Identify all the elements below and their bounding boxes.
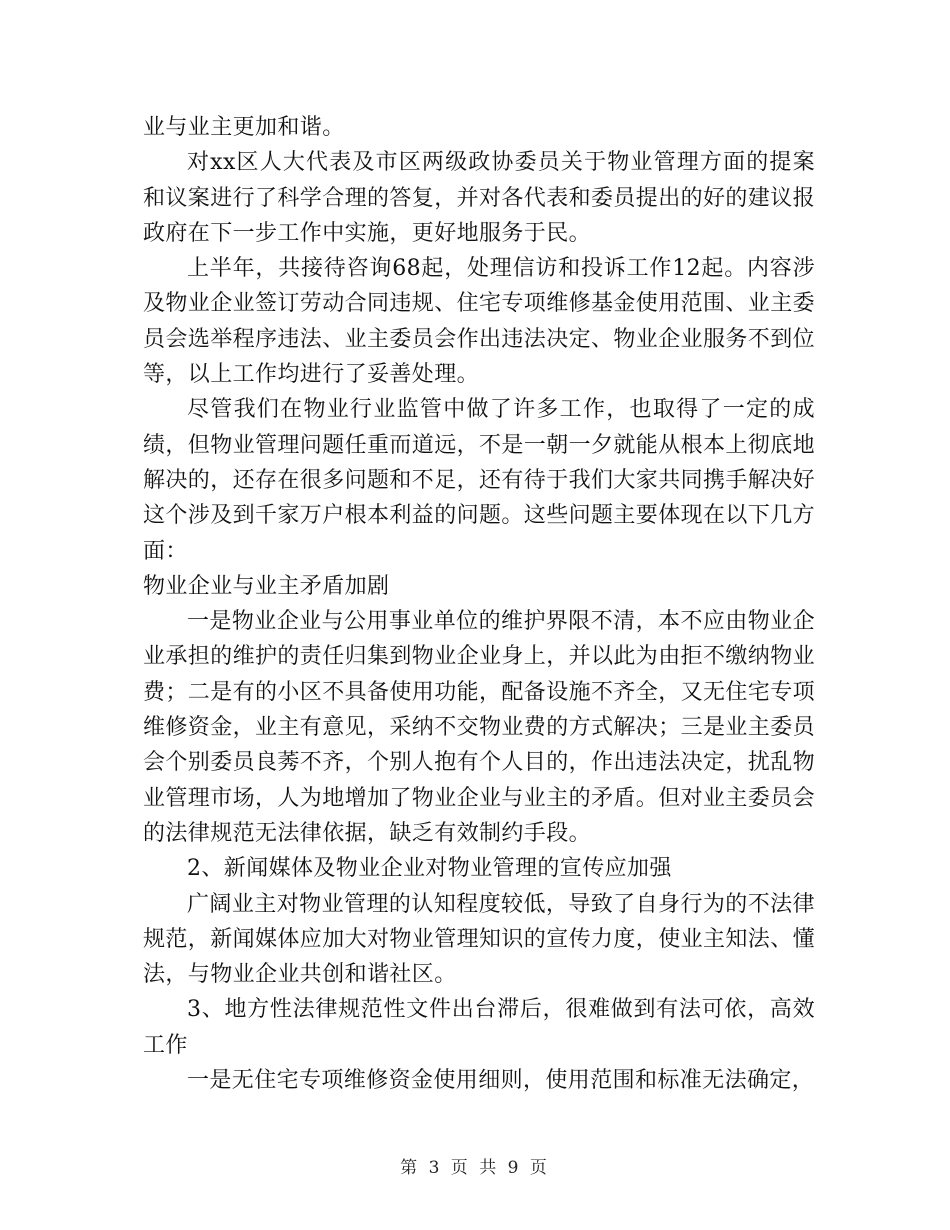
paragraph-3: 上半年，共接待咨询68起，处理信访和投诉工作12起。内容涉及物业企业签订劳动合同违规、住宅专项维修基金使用范围、业主委员会选举程序违法、业主委员会作出违法决定、物业企业服务不到位等，以上工作均进行了妥善处理。 [143, 256, 816, 388]
paragraph-6: 一是物业企业与公用事业单位的维护界限不清，本不应由物业企业承担的维护的责任归集到物业企业身上，并以此为由拒不缴纳物业费；二是有的小区不具备使用功能，配备设施不齐全，又无住宅专项维修资金，业主有意见，采纳不交物业费的方式解决；三是业主委员会个别委员良莠不齐，个别人抱有个人目的，作出违法决定，扰乱物业管理市场，人为地增加了物业企业与业主的矛盾。但对业主委员会的法律规范无法律依据，缺乏有效制约手段。 [143, 609, 816, 846]
document-body [143, 110, 815, 1098]
page-number-footer: 第 3 页 共 9 页 [400, 1158, 550, 1178]
section-heading-3: 3、地方性法律规范性文件出台滞后，很难做到有法可依，高效工作 [143, 997, 815, 1058]
paragraph-1: 业与业主更加和谐。 [143, 115, 345, 140]
paragraph-8: 广阔业主对物业管理的认知程度较低，导致了自身行为的不法律规范，新闻媒体应加大对物业管理知识的宣传力度，使业主知法、懂法，与物业企业共创和谐社区。 [143, 891, 816, 988]
section-heading: 物业企业与业主矛盾加剧 [143, 573, 390, 599]
paragraph-4: 尽管我们在物业行业监管中做了许多工作，也取得了一定的成绩，但物业管理问题任重而道远，不是一朝一夕就能从根本上彻底地解决的，还存在很多问题和不足，还有待于我们大家共同携手解决好这个涉及到千家万户根本利益的问题。这些问题主要体现在以下几方面： [143, 397, 816, 564]
paragraph-10: 一是无住宅专项维修资金使用细则，使用范围和标准无法确定， [187, 1068, 815, 1094]
paragraph-2: 对xx区人大代表及市区两级政协委员关于物业管理方面的提案和议案进行了科学合理的答复，并对各代表和委员提出的好的建议报政府在下一步工作中实施，更好地服务于民。 [143, 150, 816, 246]
section-heading-2: 2、新闻媒体及物业企业对物业管理的宣传应加强 [187, 856, 672, 882]
